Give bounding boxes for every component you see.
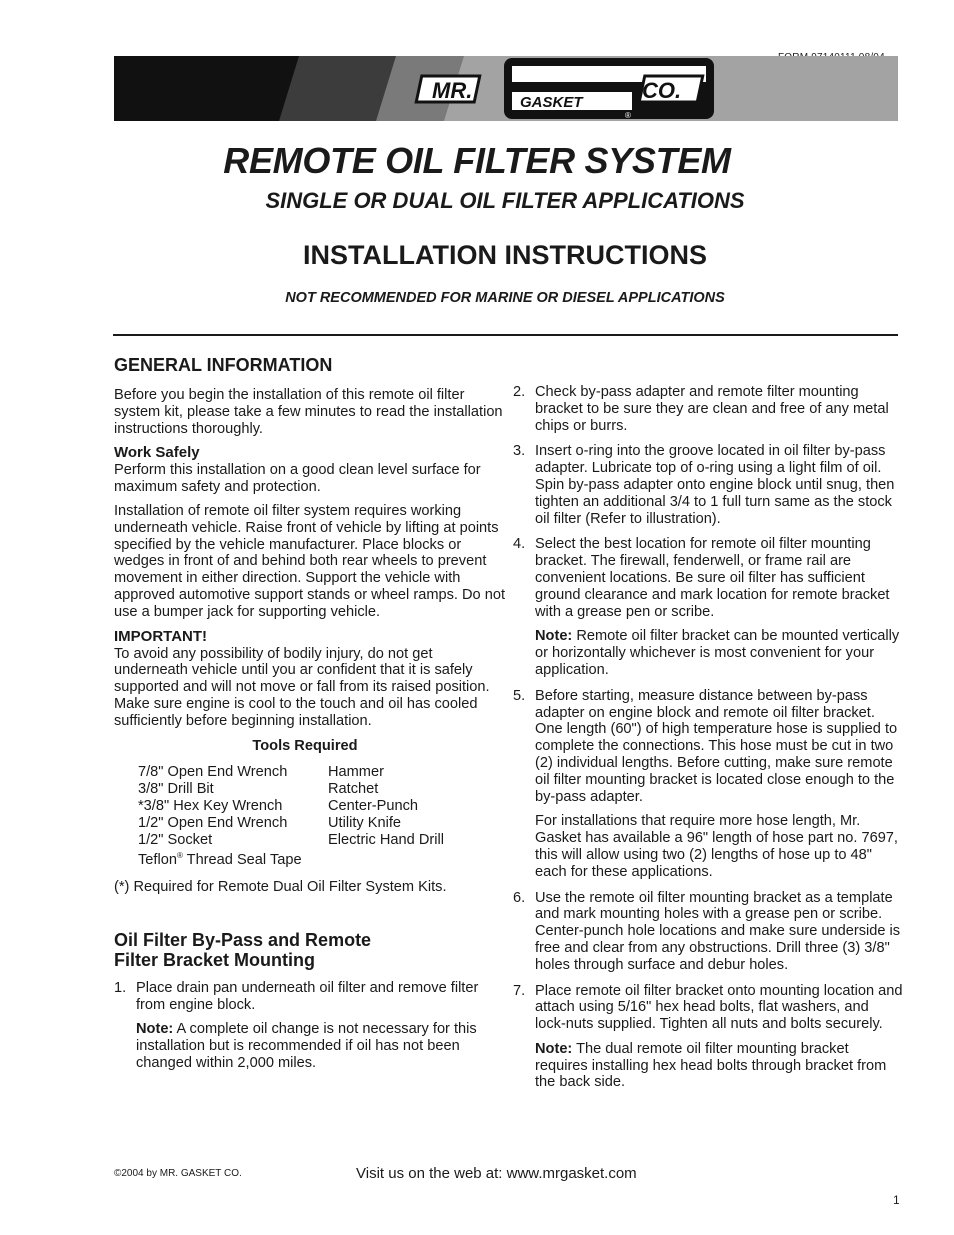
installation-title: INSTALLATION INSTRUCTIONS bbox=[303, 240, 707, 270]
tool-item: 7/8" Open End Wrench bbox=[138, 764, 288, 781]
work-safely-text-2: Installation of remote oil filter system requires working underneath vehicle. Raise front of vehicle by lifting at points specified by the vehicle manufacturer. Place blocks or wedges in front of and behind both rear wheels to prevent movement in either direction. Support the vehicle with approved automotive support stands or wheel ramps. Do not use a bumper jack for supporting vehicle. bbox=[114, 502, 506, 620]
tools-row bbox=[138, 848, 444, 869]
teflon-rest: Thread Seal Tape bbox=[182, 852, 302, 869]
step-note bbox=[136, 1021, 506, 1071]
right-column bbox=[513, 384, 903, 1100]
left-column bbox=[114, 355, 506, 1081]
tool-item: Electric Hand Drill bbox=[328, 831, 444, 848]
step-text: Select the best location for remote oil filter mounting bracket. The firewall, fenderwell, or frame rail are convenient locations. Be sure oil filter has sufficient ground clearance and mark location for remote bracket with a grease pen or scribe. bbox=[535, 536, 890, 620]
tool-item: 3/8" Drill Bit bbox=[138, 781, 214, 798]
general-intro: Before you begin the installation of this remote oil filter system kit, please take a few minutes to read the installation instructions thoroughly. bbox=[114, 387, 503, 437]
step-number: 6. bbox=[513, 889, 526, 906]
step-text: Place drain pan underneath oil filter and remove filter from engine block. bbox=[136, 979, 479, 1013]
step-number: 2. bbox=[513, 384, 526, 400]
step-2 bbox=[513, 384, 903, 434]
step-4 bbox=[513, 536, 903, 678]
tool-item: Center-Punch bbox=[328, 797, 419, 814]
note-label: Note: bbox=[535, 1040, 573, 1057]
general-information-heading: GENERAL INFORMATION bbox=[114, 355, 333, 375]
step-text: Place remote oil filter bracket onto mounting location and attach using 5/16" hex head bolts, flat washers, and lock-nuts supplied. Tighten all nuts and bolts securely. bbox=[535, 982, 903, 1033]
tools-footnote: (*) Required for Remote Dual Oil Filter System Kits. bbox=[114, 878, 447, 895]
step-6 bbox=[513, 890, 903, 974]
tool-item: *3/8" Hex Key Wrench bbox=[138, 797, 283, 814]
tools-row bbox=[138, 815, 444, 832]
note-text: A complete oil change is not necessary for this installation but is recommended if oil has not been changed within 2,000 miles. bbox=[136, 1021, 477, 1071]
tools-row bbox=[138, 798, 444, 815]
tools-required-heading: Tools Required bbox=[252, 737, 358, 754]
bypass-heading-line-1: Oil Filter By-Pass and Remote bbox=[114, 929, 372, 950]
steps-list-left bbox=[114, 980, 506, 1072]
tool-item: 1/2" Open End Wrench bbox=[138, 814, 288, 831]
application-warning: NOT RECOMMENDED FOR MARINE OR DIESEL APPLICATIONS bbox=[285, 290, 725, 306]
tool-item: Utility Knife bbox=[328, 814, 401, 831]
work-safely-heading: Work Safely bbox=[114, 444, 200, 462]
step-text: Insert o-ring into the groove located in oil filter by-pass adapter. Lubricate top of o-ring using a light film of oil. Spin by-pass adapter onto engine block until snug, then tighten an additional 3/4 to 1 full turn same as the stock oil filter (Refer to illustration). bbox=[535, 443, 895, 527]
work-safely-text: Perform this installation on a good clean level surface for maximum safety and protection. bbox=[114, 462, 481, 496]
step-text: Before starting, measure distance between by-pass adapter on engine block and remote oil filter bracket. One length (60") of high temperature hose is supplied to complete the connections. This hose must be cut in two (2) individual lengths. Before cutting, make sure remote oil filter mounting bracket is located close enough to the by-pass adapter. bbox=[535, 687, 898, 805]
step-number: 1. bbox=[114, 979, 127, 996]
logo-mr-text: MR. bbox=[432, 78, 473, 103]
note-text: Remote oil filter bracket can be mounted vertically or horizontally whichever is most convenient for your application. bbox=[535, 628, 900, 678]
logo-co-text: CO. bbox=[642, 78, 682, 103]
step-3 bbox=[513, 443, 903, 527]
document-subtitle: SINGLE OR DUAL OIL FILTER APPLICATIONS bbox=[265, 188, 745, 213]
step-text: Use the remote oil filter mounting bracket as a template and mark mounting holes with a grease pen or scribe. Center-punch hole locations and make sure underside is free and clear from any obstructions. Drill three (3) 3/8" holes through surface and debur holes. bbox=[535, 889, 901, 973]
teflon-label: Teflon bbox=[138, 852, 177, 869]
website-link[interactable]: Visit us on the web at: www.mrgasket.com bbox=[356, 1165, 637, 1182]
step-number: 3. bbox=[513, 443, 526, 460]
logo-registered-mark: ® bbox=[625, 111, 631, 120]
step-7 bbox=[513, 983, 903, 1092]
tool-item-teflon bbox=[138, 848, 328, 869]
note-label: Note: bbox=[535, 628, 573, 645]
horizontal-rule bbox=[113, 334, 898, 336]
tool-item: Hammer bbox=[328, 764, 384, 781]
step-number: 5. bbox=[513, 687, 526, 704]
step-text: Check by-pass adapter and remote filter mounting bracket to be sure they are clean and free of any metal chips or burrs. bbox=[535, 384, 889, 434]
tools-table bbox=[138, 764, 444, 869]
step-note bbox=[535, 628, 903, 678]
step-number: 4. bbox=[513, 536, 526, 553]
important-text: To avoid any possibility of bodily injury, do not get underneath vehicle until you ar confident that it is safely supported and will not move or fall from its raised position. Make sure engine is cool to the touch and oil has cooled sufficiently before beginning installation. bbox=[114, 645, 490, 729]
tools-row bbox=[138, 764, 444, 781]
step-number: 7. bbox=[513, 982, 526, 999]
tools-row bbox=[138, 781, 444, 798]
teflon-registered-mark: ® bbox=[176, 851, 183, 861]
logo-gasket-text: GASKET bbox=[520, 94, 583, 111]
copyright-notice: ©2004 by MR. GASKET CO. bbox=[114, 1168, 242, 1179]
step-note bbox=[535, 1041, 903, 1091]
tool-item: 1/2" Socket bbox=[138, 831, 213, 848]
step-1 bbox=[114, 980, 506, 1072]
page-number: 1 bbox=[893, 1193, 900, 1207]
note-text: The dual remote oil filter mounting bracket requires installing hex head bolts through bracket from the back side. bbox=[535, 1040, 887, 1091]
note-label: Note: bbox=[136, 1021, 174, 1038]
step-5 bbox=[513, 688, 903, 881]
bypass-heading-line-2: Filter Bracket Mounting bbox=[114, 949, 316, 970]
steps-list-right bbox=[513, 384, 903, 1091]
step-extra: For installations that require more hose length, Mr. Gasket has available a 96" length of hose part no. 7697, this will allow using two (2) lengths of hose up to 48" each for these applications. bbox=[535, 813, 898, 880]
important-heading: IMPORTANT! bbox=[114, 627, 208, 645]
document-title: REMOTE OIL FILTER SYSTEM bbox=[223, 140, 731, 181]
bypass-section-heading bbox=[114, 930, 506, 970]
brand-banner bbox=[114, 56, 898, 121]
tools-row bbox=[138, 832, 444, 849]
tool-item: Ratchet bbox=[328, 781, 379, 798]
